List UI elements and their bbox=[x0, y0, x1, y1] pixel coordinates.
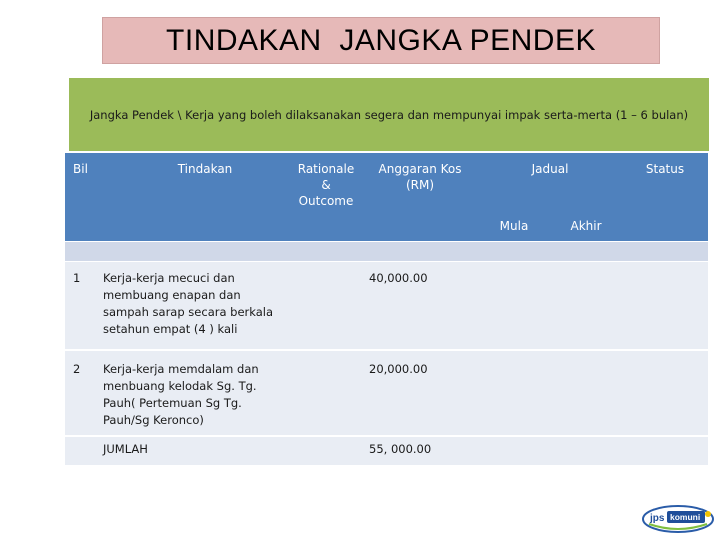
header-status: Status bbox=[645, 162, 685, 176]
table-row bbox=[65, 262, 708, 351]
header-akhir: Akhir bbox=[570, 219, 602, 233]
row-bil: 2 bbox=[73, 362, 81, 376]
table-spacer-row bbox=[65, 241, 708, 262]
svg-text:jps: jps bbox=[650, 513, 665, 524]
title-banner bbox=[102, 17, 660, 64]
row-tindakan: Kerja-kerja memdalam dan menbuang kelodak Sg. Tg. Pauh( Pertemuan Sg Tg. Pauh/Sg Keronco) bbox=[103, 362, 259, 427]
svg-text:komuni: komuni bbox=[670, 512, 701, 522]
row-anggaran: 40,000.00 bbox=[369, 271, 428, 285]
subtitle-banner bbox=[69, 78, 709, 151]
header-mula: Mula bbox=[499, 219, 529, 233]
table-header bbox=[65, 153, 708, 241]
header-tindakan: Tindakan bbox=[177, 162, 233, 176]
header-anggaran: Anggaran Kos (RM) bbox=[378, 162, 462, 192]
header-bil: Bil bbox=[73, 162, 88, 176]
subtitle-text: Jangka Pendek \ Kerja yang boleh dilaksanakan segera dan mempunyai impak serta-merta (1 – 6 bulan) bbox=[89, 107, 689, 122]
header-rationale: Rationale & Outcome bbox=[297, 162, 355, 208]
row-anggaran: 20,000.00 bbox=[369, 362, 428, 376]
page-title: TINDAKAN JANGKA PENDEK bbox=[166, 23, 596, 57]
row-tindakan: Kerja-kerja mecuci dan membuang enapan dan sampah sarap secara berkala setahun empat (4 ) kali bbox=[103, 271, 274, 336]
row-bil: 1 bbox=[73, 271, 81, 285]
header-jadual: Jadual bbox=[531, 162, 569, 176]
total-anggaran: 55, 000.00 bbox=[369, 442, 432, 456]
table-row bbox=[65, 351, 708, 437]
total-label: JUMLAH bbox=[103, 442, 148, 456]
table-total-row bbox=[65, 437, 708, 467]
jps-komuniti-logo bbox=[641, 504, 715, 534]
